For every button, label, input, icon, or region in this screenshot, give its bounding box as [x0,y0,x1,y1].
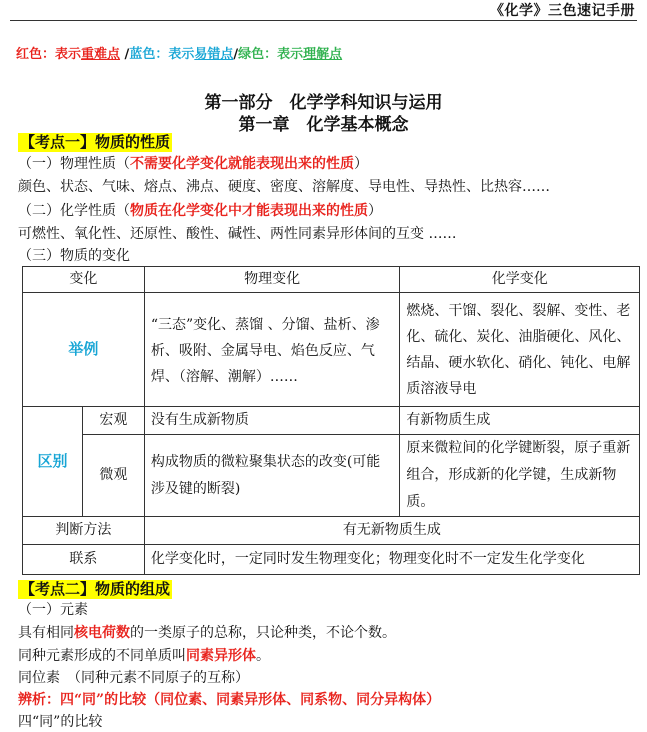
physical-property-heading [18,155,368,174]
macro-label: 宏观 [82,407,144,435]
isotope-definition: 同位素 （同种元素不同原子的互称） [18,670,249,686]
relation-label: 联系 [23,545,145,575]
example-chemical: 燃烧、干馏、裂化、裂解、变性、老化、硫化、炭化、油脂硬化、风化、结晶、硬水软化、硝化、钝化、电解质溶液导电 [400,293,640,407]
physical-property-list: 颜色、状态、气味、熔点、沸点、硬度、密度、溶解度、导电性、导热性、比热容…… [18,179,550,195]
micro-label: 微观 [82,435,144,517]
table-row-example [23,293,640,407]
chemical-property-close: ） [368,203,382,219]
handbook-title: 《化学》三色速记手册 [490,3,635,19]
legend-sep-2: / [233,47,239,62]
legend-sep-1: / [120,47,130,62]
header-divider [10,20,637,21]
allotrope-post: 。 [256,648,270,664]
physical-property-definition: 不需要化学变化就能表现出来的性质 [130,156,354,172]
color-legend [16,43,342,62]
table-header-row [23,267,640,293]
chemical-property-heading [18,202,382,221]
physical-property-label: （一）物理性质（ [18,156,130,172]
allotrope-definition [18,647,270,666]
chapter-title: 第一章 化学基本概念 [238,115,409,135]
four-same-comparison: 辨析：四“同”的比较（同位素、同素异形体、同系物、同分异构体） [18,692,441,708]
micro-physical: 构成物质的微粒聚集状态的改变(可能涉及键的断裂) [144,435,400,517]
legend-green-term: 理解点 [303,47,343,62]
allotrope-key: 同素异形体 [186,648,256,664]
macro-physical: 没有生成新物质 [144,407,400,435]
element-def-post: 的一类原子的总称，只论种类，不论个数。 [130,625,396,641]
relation-value: 化学变化时，一定同时发生物理变化；物理变化时不一定发生化学变化 [144,545,639,575]
kaodian-2-heading: 【考点二】物质的组成 [20,580,171,598]
table-row-macro [23,407,640,435]
judge-label: 判断方法 [23,517,145,545]
element-definition [18,624,396,643]
legend-blue-label: 蓝色：表示 [129,47,195,62]
element-def-key: 核电荷数 [74,625,130,641]
element-heading: （一）元素 [18,602,88,618]
change-comparison-table [22,266,640,575]
header-chemical-change: 化学变化 [400,267,640,293]
table-row-relation [23,545,640,575]
chemical-property-label: （二）化学性质（ [18,203,130,219]
allotrope-pre: 同种元素形成的不同单质叫 [18,648,186,664]
substance-change-heading: （三）物质的变化 [18,248,130,264]
macro-chemical: 有新物质生成 [400,407,640,435]
legend-red-term: 重难点 [81,47,121,62]
header-physical-change: 物理变化 [144,267,400,293]
chemical-property-definition: 物质在化学变化中才能表现出来的性质 [130,203,368,219]
physical-property-close: ） [354,156,368,172]
micro-chemical: 原来微粒间的化学键断裂，原子重新组合，形成新的化学键，生成新物质。 [400,435,640,517]
kaodian-1-heading: 【考点一】物质的性质 [20,133,171,151]
header-change: 变化 [23,267,145,293]
legend-red-label: 红色：表示 [16,47,82,62]
cut-off-line: 四“同”的比较 [18,714,103,730]
example-physical: “三态”变化、蒸馏 、分馏、盐析、渗析、吸附、金属导电、焰色反应、气焊、（溶解、潮解）…… [144,293,400,407]
element-def-pre: 具有相同 [18,625,74,641]
row-label-difference: 区别 [23,407,83,517]
legend-blue-term: 易错点 [194,47,234,62]
table-row-judge [23,517,640,545]
judge-value: 有无新物质生成 [144,517,639,545]
chemical-property-list: 可燃性、氧化性、还原性、酸性、碱性、两性同素异形体间的互变 …… [18,226,457,242]
part-title: 第一部分 化学学科知识与运用 [204,93,443,113]
row-label-example: 举例 [23,293,145,407]
table-row-micro [23,435,640,517]
legend-green-label: 绿色：表示 [238,47,304,62]
